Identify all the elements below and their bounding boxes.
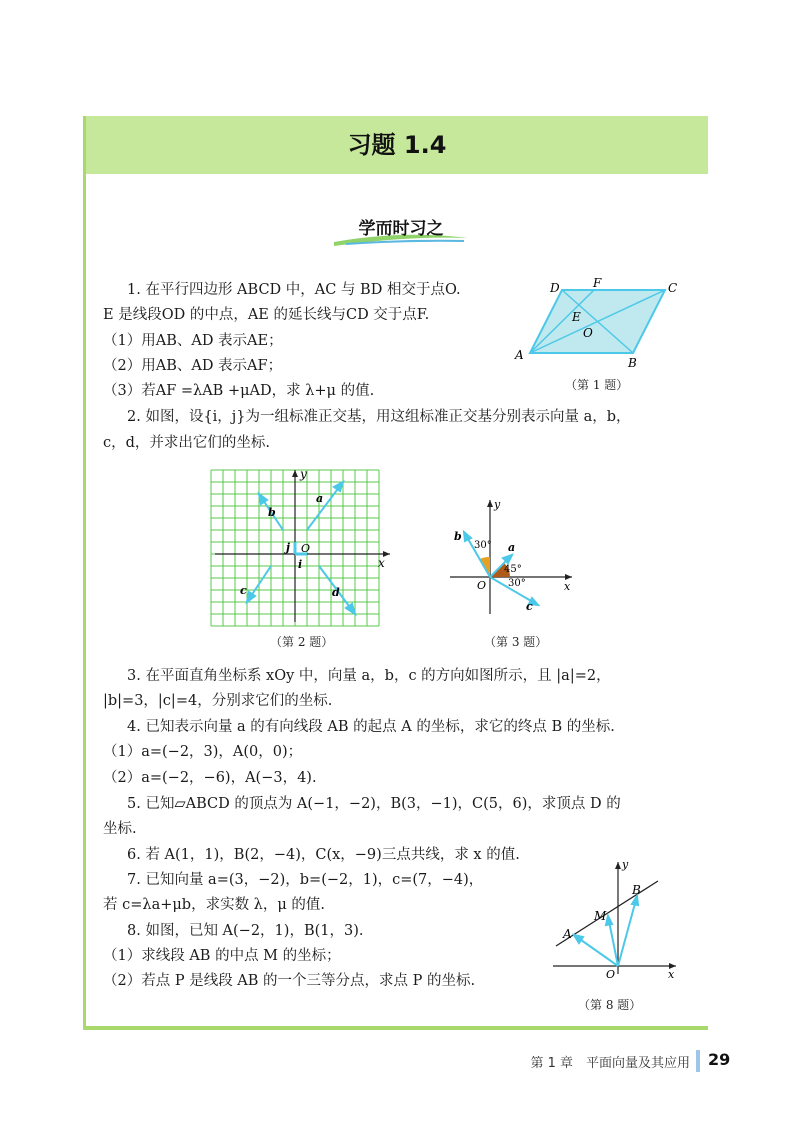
- fig2-label-c: c: [240, 584, 247, 597]
- figure-3-axes: [440, 492, 585, 617]
- fig2-label-a: a: [316, 492, 324, 505]
- fig1-label-B: B: [628, 356, 637, 370]
- fig3-angle-45: 45°: [504, 564, 522, 575]
- problem-4-part-1: （1）a=(−2，3)，A(0，0)；: [103, 744, 303, 760]
- problem-2-line-2: c，d，并求出它们的坐标.: [103, 435, 271, 451]
- problem-1-line-1: 1. 在平行四边形 ABCD 中，AC 与 BD 相交于点O.: [127, 282, 461, 298]
- problem-3-line-1: 3. 在平面直角坐标系 xOy 中，向量 a，b，c 的方向如图所示，且 |a|=2，: [127, 668, 611, 684]
- problem-5-line-2: 坐标.: [103, 821, 137, 837]
- problem-7-line-1: 7. 已知向量 a=(3，−2)，b=(−2，1)，c=(7，−4)，: [127, 872, 484, 888]
- fig2-label-O: O: [301, 542, 311, 555]
- problem-5-line-1: 5. 已知▱ABCD 的顶点为 A(−1，−2)，B(3，−1)，C(5，6)，求顶点 D 的: [127, 796, 621, 812]
- problem-8-line-1: 8. 如图，已知 A(−2，1)，B(1，3).: [127, 923, 364, 939]
- fig2-label-i: i: [298, 558, 303, 571]
- fig3-angle-30-top: 30°: [474, 540, 492, 551]
- fig8-label-x: x: [668, 968, 675, 981]
- problem-2-line-1: 2. 如图，设{i，j}为一组标准正交基，用这组标准正交基分别表示向量 a，b，: [127, 409, 631, 425]
- bottom-rule: [86, 1026, 708, 1030]
- fig3-label-x: x: [564, 580, 571, 593]
- section-subtitle: 学而时习之: [358, 219, 444, 239]
- fig1-label-A: A: [515, 348, 524, 362]
- fig3-label-y: y: [494, 498, 501, 511]
- fig8-label-A: A: [563, 927, 572, 941]
- fig2-label-x: x: [378, 556, 385, 570]
- figure-1-parallelogram: [510, 275, 690, 370]
- fig3-label-O: O: [477, 579, 487, 592]
- fig1-label-O: O: [583, 326, 593, 340]
- problem-4-part-2: （2）a=(−2，−6)，A(−3，4).: [103, 770, 317, 786]
- problem-1-part-1: （1）用AB、AD 表示AE；: [103, 333, 283, 349]
- problem-1-part-2: （2）用AB、AD 表示AF；: [103, 358, 283, 374]
- figure-3-caption: （第 3 题）: [484, 635, 548, 649]
- problem-7-line-2: 若 c=λa+μb，求实数 λ，μ 的值.: [103, 897, 326, 913]
- fig3-label-c: c: [526, 600, 533, 613]
- section-heading: [326, 212, 476, 252]
- fig8-label-O: O: [606, 968, 616, 981]
- fig3-label-a: a: [508, 541, 516, 554]
- fig2-label-y: y: [300, 467, 307, 481]
- fig8-label-y: y: [622, 858, 629, 871]
- fig3-label-b: b: [454, 530, 462, 543]
- fig2-label-j: j: [286, 541, 290, 554]
- fig1-label-C: C: [668, 281, 678, 295]
- problem-1-line-2: E 是线段OD 的中点，AE 的延长线与CD 交于点F.: [103, 307, 430, 323]
- problem-8-part-1: （1）求线段 AB 的中点 M 的坐标；: [103, 948, 341, 964]
- chapter-footer: 第 1 章 平面向量及其应用: [530, 1056, 690, 1071]
- fig2-label-d: d: [332, 586, 340, 599]
- figure-8-caption: （第 8 题）: [578, 998, 642, 1012]
- footer-bar: [696, 1050, 700, 1072]
- fig3-angle-30-bottom: 30°: [508, 578, 526, 589]
- problem-8-part-2: （2）若点 P 是线段 AB 的一个三等分点，求点 P 的坐标.: [103, 973, 476, 989]
- fig1-label-D: D: [550, 281, 560, 295]
- fig1-label-E: E: [572, 310, 581, 324]
- problem-4-line-1: 4. 已知表示向量 a 的有向线段 AB 的起点 A 的坐标，求它的终点 B 的坐标.: [127, 719, 615, 735]
- fig2-label-b: b: [268, 506, 276, 519]
- problem-3-line-2: |b|=3，|c|=4，分别求它们的坐标.: [103, 693, 333, 709]
- fig8-label-M: M: [594, 909, 607, 923]
- problem-1-part-3: （3）若AF =λAB +μAD，求 λ+μ 的值.: [103, 383, 375, 399]
- fig1-label-F: F: [593, 276, 602, 290]
- figure-1-caption: （第 1 题）: [565, 378, 629, 392]
- figure-2-grid: [210, 462, 400, 627]
- figure-8-segment: [548, 856, 688, 981]
- problem-6-line-1: 6. 若 A(1，1)，B(2，−4)，C(x，−9)三点共线，求 x 的值.: [127, 847, 520, 863]
- exercise-title: 习题 1.4: [347, 131, 447, 159]
- fig8-label-B: B: [632, 883, 641, 897]
- page-number: 29: [708, 1050, 731, 1069]
- figure-2-caption: （第 2 题）: [270, 635, 334, 649]
